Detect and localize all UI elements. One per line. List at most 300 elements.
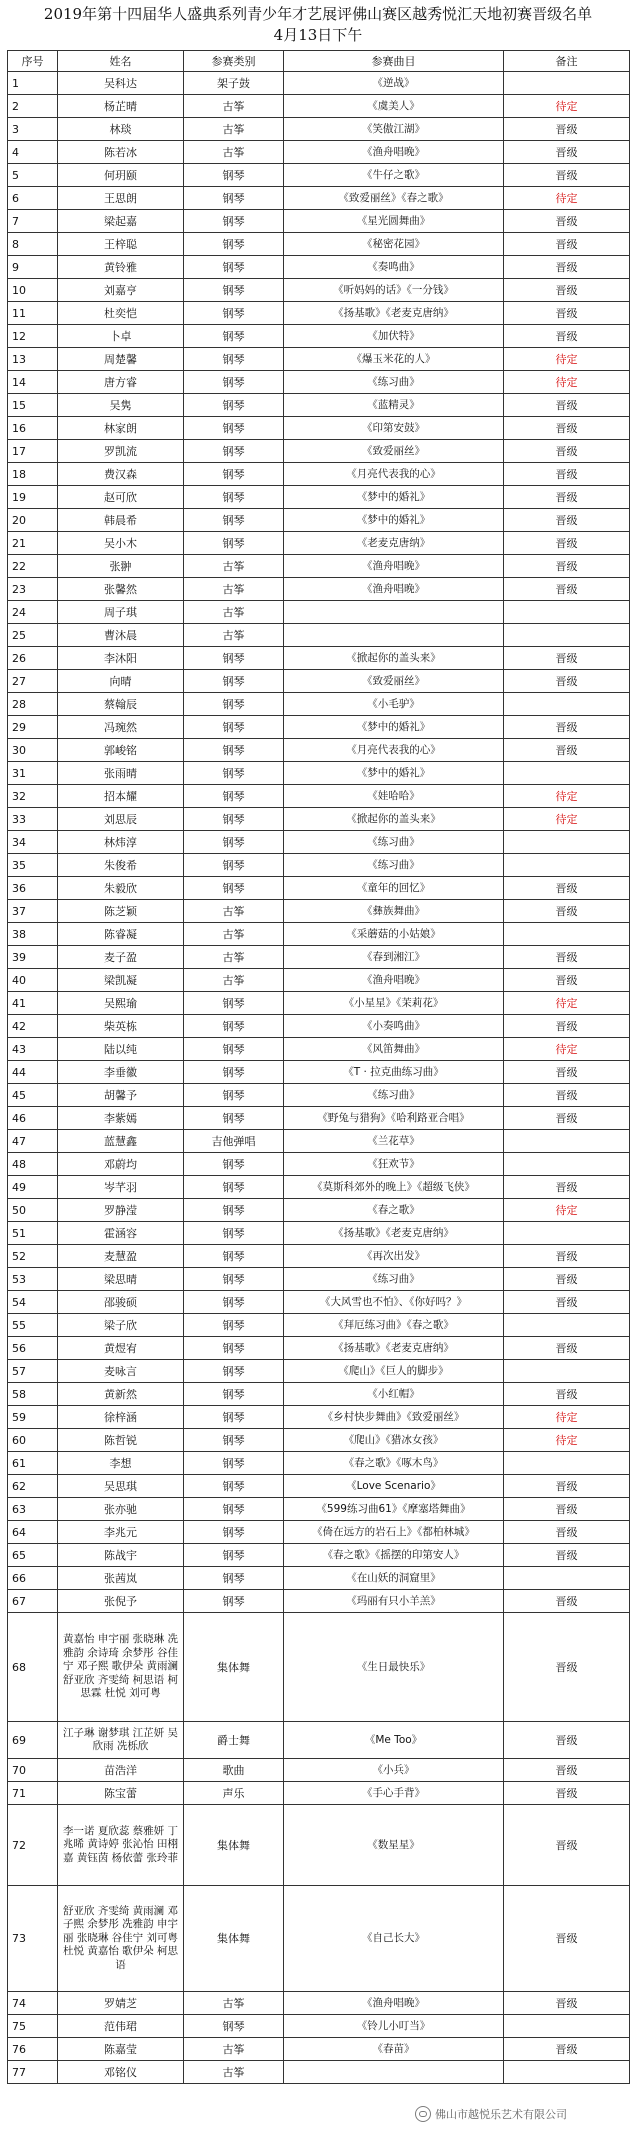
number-cell: 9 bbox=[8, 256, 58, 279]
song-cell: 《掀起你的盖头来》 bbox=[284, 808, 504, 831]
name-cell: 罗婧芝 bbox=[58, 1992, 184, 2015]
song-cell: 《彝族舞曲》 bbox=[284, 900, 504, 923]
song-cell: 《练习曲》 bbox=[284, 1268, 504, 1291]
number-cell: 63 bbox=[8, 1498, 58, 1521]
category-cell: 钢琴 bbox=[184, 348, 284, 371]
status-cell bbox=[504, 2061, 630, 2084]
category-cell: 古筝 bbox=[184, 601, 284, 624]
category-cell: 吉他弹唱 bbox=[184, 1130, 284, 1153]
category-cell: 钢琴 bbox=[184, 394, 284, 417]
name-cell: 李兆元 bbox=[58, 1521, 184, 1544]
table-row bbox=[8, 256, 630, 279]
category-cell: 钢琴 bbox=[184, 1291, 284, 1314]
name-cell: 黄铃雅 bbox=[58, 256, 184, 279]
number-cell: 65 bbox=[8, 1544, 58, 1567]
category-cell: 钢琴 bbox=[184, 670, 284, 693]
status-cell: 晋级 bbox=[504, 647, 630, 670]
status-cell: 晋级 bbox=[504, 463, 630, 486]
name-cell: 陈哲锐 bbox=[58, 1429, 184, 1452]
song-cell: 《逆战》 bbox=[284, 72, 504, 95]
song-cell: 《牛仔之歌》 bbox=[284, 164, 504, 187]
category-cell: 钢琴 bbox=[184, 187, 284, 210]
status-cell: 晋级 bbox=[504, 118, 630, 141]
name-cell: 林琰 bbox=[58, 118, 184, 141]
name-cell: 吴科达 bbox=[58, 72, 184, 95]
status-cell bbox=[504, 1222, 630, 1245]
number-cell: 10 bbox=[8, 279, 58, 302]
name-cell: 麦子盈 bbox=[58, 946, 184, 969]
number-cell: 38 bbox=[8, 923, 58, 946]
number-cell: 71 bbox=[8, 1782, 58, 1805]
number-cell: 23 bbox=[8, 578, 58, 601]
category-cell: 古筝 bbox=[184, 624, 284, 647]
number-cell: 52 bbox=[8, 1245, 58, 1268]
status-cell: 晋级 bbox=[504, 532, 630, 555]
status-cell bbox=[504, 1314, 630, 1337]
category-cell: 集体舞 bbox=[184, 1613, 284, 1722]
table-row bbox=[8, 854, 630, 877]
table-row bbox=[8, 417, 630, 440]
song-cell: 《梦中的婚礼》 bbox=[284, 762, 504, 785]
number-cell: 28 bbox=[8, 693, 58, 716]
category-cell: 钢琴 bbox=[184, 1452, 284, 1475]
song-cell: 《风笛舞曲》 bbox=[284, 1038, 504, 1061]
table-row bbox=[8, 1268, 630, 1291]
number-cell: 53 bbox=[8, 1268, 58, 1291]
table-row bbox=[8, 578, 630, 601]
song-cell: 《扬基歌》《老麦克唐纳》 bbox=[284, 1337, 504, 1360]
status-cell bbox=[504, 1452, 630, 1475]
status-cell: 待定 bbox=[504, 95, 630, 118]
status-cell: 晋级 bbox=[504, 440, 630, 463]
header-status: 备注 bbox=[504, 51, 630, 72]
table-row bbox=[8, 95, 630, 118]
number-cell: 6 bbox=[8, 187, 58, 210]
song-cell: 《爆玉米花的人》 bbox=[284, 348, 504, 371]
status-cell bbox=[504, 1153, 630, 1176]
table-row bbox=[8, 164, 630, 187]
document-title bbox=[0, 0, 636, 50]
number-cell: 40 bbox=[8, 969, 58, 992]
table-row bbox=[8, 233, 630, 256]
category-cell: 古筝 bbox=[184, 578, 284, 601]
status-cell: 晋级 bbox=[504, 1245, 630, 1268]
status-cell: 晋级 bbox=[504, 1084, 630, 1107]
status-cell: 晋级 bbox=[504, 1498, 630, 1521]
status-cell: 晋级 bbox=[504, 509, 630, 532]
category-cell: 古筝 bbox=[184, 95, 284, 118]
song-cell: 《渔舟唱晚》 bbox=[284, 555, 504, 578]
number-cell: 42 bbox=[8, 1015, 58, 1038]
table-row bbox=[8, 923, 630, 946]
number-cell: 57 bbox=[8, 1360, 58, 1383]
category-cell: 钢琴 bbox=[184, 463, 284, 486]
status-cell: 晋级 bbox=[504, 1613, 630, 1722]
table-header-row bbox=[8, 51, 630, 72]
song-cell: 《再次出发》 bbox=[284, 1245, 504, 1268]
table-row bbox=[8, 371, 630, 394]
status-cell: 待定 bbox=[504, 785, 630, 808]
number-cell: 51 bbox=[8, 1222, 58, 1245]
category-cell: 钢琴 bbox=[184, 808, 284, 831]
category-cell: 集体舞 bbox=[184, 1886, 284, 1992]
table-row bbox=[8, 141, 630, 164]
status-cell: 晋级 bbox=[504, 2038, 630, 2061]
table-row bbox=[8, 1038, 630, 1061]
table-row bbox=[8, 440, 630, 463]
status-cell: 待定 bbox=[504, 1406, 630, 1429]
number-cell: 46 bbox=[8, 1107, 58, 1130]
status-cell: 待定 bbox=[504, 1038, 630, 1061]
table-row bbox=[8, 1544, 630, 1567]
song-cell: 《蓝精灵》 bbox=[284, 394, 504, 417]
song-cell: 《致爱丽丝》 bbox=[284, 670, 504, 693]
status-cell: 晋级 bbox=[504, 739, 630, 762]
number-cell: 19 bbox=[8, 486, 58, 509]
number-cell: 73 bbox=[8, 1886, 58, 1992]
status-cell: 晋级 bbox=[504, 716, 630, 739]
name-cell: 陈芝颖 bbox=[58, 900, 184, 923]
song-cell: 《小星星》《茉莉花》 bbox=[284, 992, 504, 1015]
number-cell: 64 bbox=[8, 1521, 58, 1544]
number-cell: 45 bbox=[8, 1084, 58, 1107]
number-cell: 24 bbox=[8, 601, 58, 624]
name-cell: 张翀 bbox=[58, 555, 184, 578]
status-cell: 晋级 bbox=[504, 969, 630, 992]
number-cell: 12 bbox=[8, 325, 58, 348]
table-row bbox=[8, 1782, 630, 1805]
song-cell: 《扬基歌》《老麦克唐纳》 bbox=[284, 302, 504, 325]
category-cell: 古筝 bbox=[184, 118, 284, 141]
song-cell: 《听妈妈的话》《一分钱》 bbox=[284, 279, 504, 302]
status-cell: 晋级 bbox=[504, 877, 630, 900]
name-cell: 刘思辰 bbox=[58, 808, 184, 831]
status-cell: 晋级 bbox=[504, 164, 630, 187]
number-cell: 60 bbox=[8, 1429, 58, 1452]
table-row bbox=[8, 2061, 630, 2084]
table-row bbox=[8, 900, 630, 923]
name-cell: 林家朗 bbox=[58, 417, 184, 440]
number-cell: 74 bbox=[8, 1992, 58, 2015]
table-row bbox=[8, 1429, 630, 1452]
status-cell: 晋级 bbox=[504, 578, 630, 601]
song-cell: 《致爱丽丝》 bbox=[284, 440, 504, 463]
category-cell: 钢琴 bbox=[184, 486, 284, 509]
table-row bbox=[8, 1084, 630, 1107]
category-cell: 钢琴 bbox=[184, 371, 284, 394]
category-cell: 钢琴 bbox=[184, 256, 284, 279]
category-cell: 钢琴 bbox=[184, 532, 284, 555]
name-cell: 邓铭仪 bbox=[58, 2061, 184, 2084]
number-cell: 31 bbox=[8, 762, 58, 785]
name-cell: 苗浩洋 bbox=[58, 1759, 184, 1782]
number-cell: 8 bbox=[8, 233, 58, 256]
table-row bbox=[8, 624, 630, 647]
table-row bbox=[8, 969, 630, 992]
name-cell: 向晴 bbox=[58, 670, 184, 693]
table-row-group bbox=[8, 1613, 630, 1722]
number-cell: 58 bbox=[8, 1383, 58, 1406]
table-row-group bbox=[8, 1805, 630, 1886]
category-cell: 架子鼓 bbox=[184, 72, 284, 95]
table-row bbox=[8, 555, 630, 578]
song-cell: 《月亮代表我的心》 bbox=[284, 739, 504, 762]
category-cell: 钢琴 bbox=[184, 233, 284, 256]
category-cell: 声乐 bbox=[184, 1782, 284, 1805]
status-cell bbox=[504, 601, 630, 624]
number-cell: 43 bbox=[8, 1038, 58, 1061]
category-cell: 钢琴 bbox=[184, 1153, 284, 1176]
table-row bbox=[8, 1291, 630, 1314]
song-cell: 《练习曲》 bbox=[284, 831, 504, 854]
table-row bbox=[8, 601, 630, 624]
song-cell: 《倚在远方的岩石上》《都柏林城》 bbox=[284, 1521, 504, 1544]
category-cell: 钢琴 bbox=[184, 716, 284, 739]
number-cell: 69 bbox=[8, 1722, 58, 1759]
name-cell: 卜卓 bbox=[58, 325, 184, 348]
table-row bbox=[8, 187, 630, 210]
table-row bbox=[8, 1406, 630, 1429]
status-cell: 晋级 bbox=[504, 900, 630, 923]
song-cell: 《Me Too》 bbox=[284, 1722, 504, 1759]
number-cell: 55 bbox=[8, 1314, 58, 1337]
name-cell: 杜奕恺 bbox=[58, 302, 184, 325]
status-cell: 晋级 bbox=[504, 1544, 630, 1567]
category-cell: 钢琴 bbox=[184, 693, 284, 716]
table-row bbox=[8, 1383, 630, 1406]
status-cell: 待定 bbox=[504, 187, 630, 210]
table-row bbox=[8, 1061, 630, 1084]
song-cell: 《印第安鼓》 bbox=[284, 417, 504, 440]
table-row bbox=[8, 670, 630, 693]
name-cell: 韩晨希 bbox=[58, 509, 184, 532]
table-row bbox=[8, 647, 630, 670]
category-cell: 钢琴 bbox=[184, 785, 284, 808]
song-cell bbox=[284, 601, 504, 624]
number-cell: 34 bbox=[8, 831, 58, 854]
category-cell: 钢琴 bbox=[184, 854, 284, 877]
category-cell: 钢琴 bbox=[184, 417, 284, 440]
name-cell: 罗静滢 bbox=[58, 1199, 184, 1222]
table-row bbox=[8, 348, 630, 371]
category-cell: 钢琴 bbox=[184, 509, 284, 532]
status-cell: 晋级 bbox=[504, 1061, 630, 1084]
number-cell: 75 bbox=[8, 2015, 58, 2038]
number-cell: 14 bbox=[8, 371, 58, 394]
category-cell: 钢琴 bbox=[184, 1268, 284, 1291]
status-cell: 晋级 bbox=[504, 486, 630, 509]
status-cell: 待定 bbox=[504, 1199, 630, 1222]
status-cell: 晋级 bbox=[504, 1015, 630, 1038]
status-cell bbox=[504, 72, 630, 95]
number-cell: 21 bbox=[8, 532, 58, 555]
table-row bbox=[8, 279, 630, 302]
name-cell: 岑芊羽 bbox=[58, 1176, 184, 1199]
song-cell bbox=[284, 624, 504, 647]
category-cell: 爵士舞 bbox=[184, 1722, 284, 1759]
category-cell: 钢琴 bbox=[184, 325, 284, 348]
number-cell: 49 bbox=[8, 1176, 58, 1199]
category-cell: 钢琴 bbox=[184, 1107, 284, 1130]
table-row bbox=[8, 1475, 630, 1498]
group-names-cell: 舒亚欣 齐雯绮 黄雨澜 邓子熙 余梦彤 冼雅韵 申宇丽 张晓琳 谷佳宁 刘可粤 杜悦 黄嘉怡 歌伊朵 柯思语 bbox=[58, 1886, 184, 1992]
status-cell: 晋级 bbox=[504, 279, 630, 302]
name-cell: 黄新然 bbox=[58, 1383, 184, 1406]
title-line-2: 4月13日下午 bbox=[273, 26, 363, 44]
status-cell: 晋级 bbox=[504, 1521, 630, 1544]
group-names-cell: 李一诺 夏欣蕊 蔡雅妍 丁兆晞 黄诗婷 张沁怡 田栩嘉 黄钰茵 杨依蕾 张玲菲 bbox=[58, 1805, 184, 1886]
song-cell: 《599练习曲61》《摩塞塔舞曲》 bbox=[284, 1498, 504, 1521]
category-cell: 古筝 bbox=[184, 946, 284, 969]
table-row bbox=[8, 1337, 630, 1360]
number-cell: 56 bbox=[8, 1337, 58, 1360]
category-cell: 钢琴 bbox=[184, 1245, 284, 1268]
header-no: 序号 bbox=[8, 51, 58, 72]
table-row bbox=[8, 785, 630, 808]
name-cell: 唐方睿 bbox=[58, 371, 184, 394]
song-cell: 《小毛驴》 bbox=[284, 693, 504, 716]
number-cell: 54 bbox=[8, 1291, 58, 1314]
status-cell: 晋级 bbox=[504, 210, 630, 233]
table-row bbox=[8, 693, 630, 716]
name-cell: 周楚馨 bbox=[58, 348, 184, 371]
song-cell: 《渔舟唱晚》 bbox=[284, 141, 504, 164]
category-cell: 钢琴 bbox=[184, 1406, 284, 1429]
name-cell: 张馨然 bbox=[58, 578, 184, 601]
name-cell: 陈宝蕾 bbox=[58, 1782, 184, 1805]
name-cell: 柴英栋 bbox=[58, 1015, 184, 1038]
song-cell: 《虞美人》 bbox=[284, 95, 504, 118]
status-cell: 晋级 bbox=[504, 1886, 630, 1992]
song-cell: 《爬山》《猎冰女孩》 bbox=[284, 1429, 504, 1452]
category-cell: 钢琴 bbox=[184, 1061, 284, 1084]
table-row bbox=[8, 1222, 630, 1245]
number-cell: 32 bbox=[8, 785, 58, 808]
name-cell: 李垂徽 bbox=[58, 1061, 184, 1084]
song-cell: 《莫斯科郊外的晚上》《超级飞侠》 bbox=[284, 1176, 504, 1199]
number-cell: 70 bbox=[8, 1759, 58, 1782]
status-cell: 晋级 bbox=[504, 1590, 630, 1613]
song-cell: 《狂欢节》 bbox=[284, 1153, 504, 1176]
song-cell: 《在山妖的洞窟里》 bbox=[284, 1567, 504, 1590]
table-row bbox=[8, 946, 630, 969]
number-cell: 22 bbox=[8, 555, 58, 578]
name-cell: 陆以纯 bbox=[58, 1038, 184, 1061]
name-cell: 张雨晴 bbox=[58, 762, 184, 785]
watermark bbox=[415, 2106, 567, 2122]
name-cell: 罗凯流 bbox=[58, 440, 184, 463]
status-cell: 晋级 bbox=[504, 1176, 630, 1199]
name-cell: 李紫嫣 bbox=[58, 1107, 184, 1130]
number-cell: 5 bbox=[8, 164, 58, 187]
song-cell: 《掀起你的盖头来》 bbox=[284, 647, 504, 670]
number-cell: 30 bbox=[8, 739, 58, 762]
category-cell: 钢琴 bbox=[184, 1199, 284, 1222]
number-cell: 29 bbox=[8, 716, 58, 739]
table-row bbox=[8, 1759, 630, 1782]
name-cell: 梁起嘉 bbox=[58, 210, 184, 233]
category-cell: 钢琴 bbox=[184, 302, 284, 325]
table-row bbox=[8, 1176, 630, 1199]
song-cell: 《奏鸣曲》 bbox=[284, 256, 504, 279]
table-row bbox=[8, 1314, 630, 1337]
status-cell: 晋级 bbox=[504, 141, 630, 164]
status-cell: 晋级 bbox=[504, 233, 630, 256]
number-cell: 35 bbox=[8, 854, 58, 877]
category-cell: 钢琴 bbox=[184, 1475, 284, 1498]
number-cell: 33 bbox=[8, 808, 58, 831]
name-cell: 蓝慧鑫 bbox=[58, 1130, 184, 1153]
number-cell: 47 bbox=[8, 1130, 58, 1153]
number-cell: 15 bbox=[8, 394, 58, 417]
header-name: 姓名 bbox=[58, 51, 184, 72]
song-cell: 《月亮代表我的心》 bbox=[284, 463, 504, 486]
status-cell: 晋级 bbox=[504, 670, 630, 693]
category-cell: 古筝 bbox=[184, 2061, 284, 2084]
category-cell: 古筝 bbox=[184, 141, 284, 164]
status-cell bbox=[504, 1360, 630, 1383]
status-cell: 待定 bbox=[504, 808, 630, 831]
category-cell: 古筝 bbox=[184, 923, 284, 946]
category-cell: 钢琴 bbox=[184, 739, 284, 762]
status-cell bbox=[504, 762, 630, 785]
status-cell: 待定 bbox=[504, 348, 630, 371]
table-row bbox=[8, 1130, 630, 1153]
song-cell: 《童年的回忆》 bbox=[284, 877, 504, 900]
name-cell: 杨芷晴 bbox=[58, 95, 184, 118]
song-cell: 《娃哈哈》 bbox=[284, 785, 504, 808]
name-cell: 张茜岚 bbox=[58, 1567, 184, 1590]
table-row bbox=[8, 1498, 630, 1521]
table-row bbox=[8, 1153, 630, 1176]
name-cell: 赵可欣 bbox=[58, 486, 184, 509]
category-cell: 钢琴 bbox=[184, 1337, 284, 1360]
song-cell: 《练习曲》 bbox=[284, 371, 504, 394]
name-cell: 吴隽 bbox=[58, 394, 184, 417]
song-cell: 《笑傲江湖》 bbox=[284, 118, 504, 141]
header-song: 参赛曲目 bbox=[284, 51, 504, 72]
table-row bbox=[8, 1360, 630, 1383]
status-cell: 晋级 bbox=[504, 1805, 630, 1886]
table-row bbox=[8, 1245, 630, 1268]
song-cell: 《T · 拉克曲练习曲》 bbox=[284, 1061, 504, 1084]
song-cell: 《兰花草》 bbox=[284, 1130, 504, 1153]
song-cell: 《手心手背》 bbox=[284, 1782, 504, 1805]
number-cell: 18 bbox=[8, 463, 58, 486]
table-row bbox=[8, 808, 630, 831]
table-row-group bbox=[8, 1886, 630, 1992]
table-row bbox=[8, 509, 630, 532]
category-cell: 钢琴 bbox=[184, 877, 284, 900]
name-cell: 吴熙瑜 bbox=[58, 992, 184, 1015]
song-cell: 《梦中的婚礼》 bbox=[284, 486, 504, 509]
song-cell: 《自己长大》 bbox=[284, 1886, 504, 1992]
status-cell bbox=[504, 923, 630, 946]
song-cell: 《采蘑菇的小姑娘》 bbox=[284, 923, 504, 946]
results-table bbox=[7, 50, 630, 2084]
status-cell: 晋级 bbox=[504, 1722, 630, 1759]
category-cell: 钢琴 bbox=[184, 164, 284, 187]
table-row bbox=[8, 72, 630, 95]
category-cell: 钢琴 bbox=[184, 1429, 284, 1452]
category-cell: 集体舞 bbox=[184, 1805, 284, 1886]
table-row bbox=[8, 1567, 630, 1590]
category-cell: 钢琴 bbox=[184, 1383, 284, 1406]
name-cell: 麦慧盈 bbox=[58, 1245, 184, 1268]
table-row bbox=[8, 992, 630, 1015]
name-cell: 招本耀 bbox=[58, 785, 184, 808]
song-cell: 《老麦克唐纳》 bbox=[284, 532, 504, 555]
